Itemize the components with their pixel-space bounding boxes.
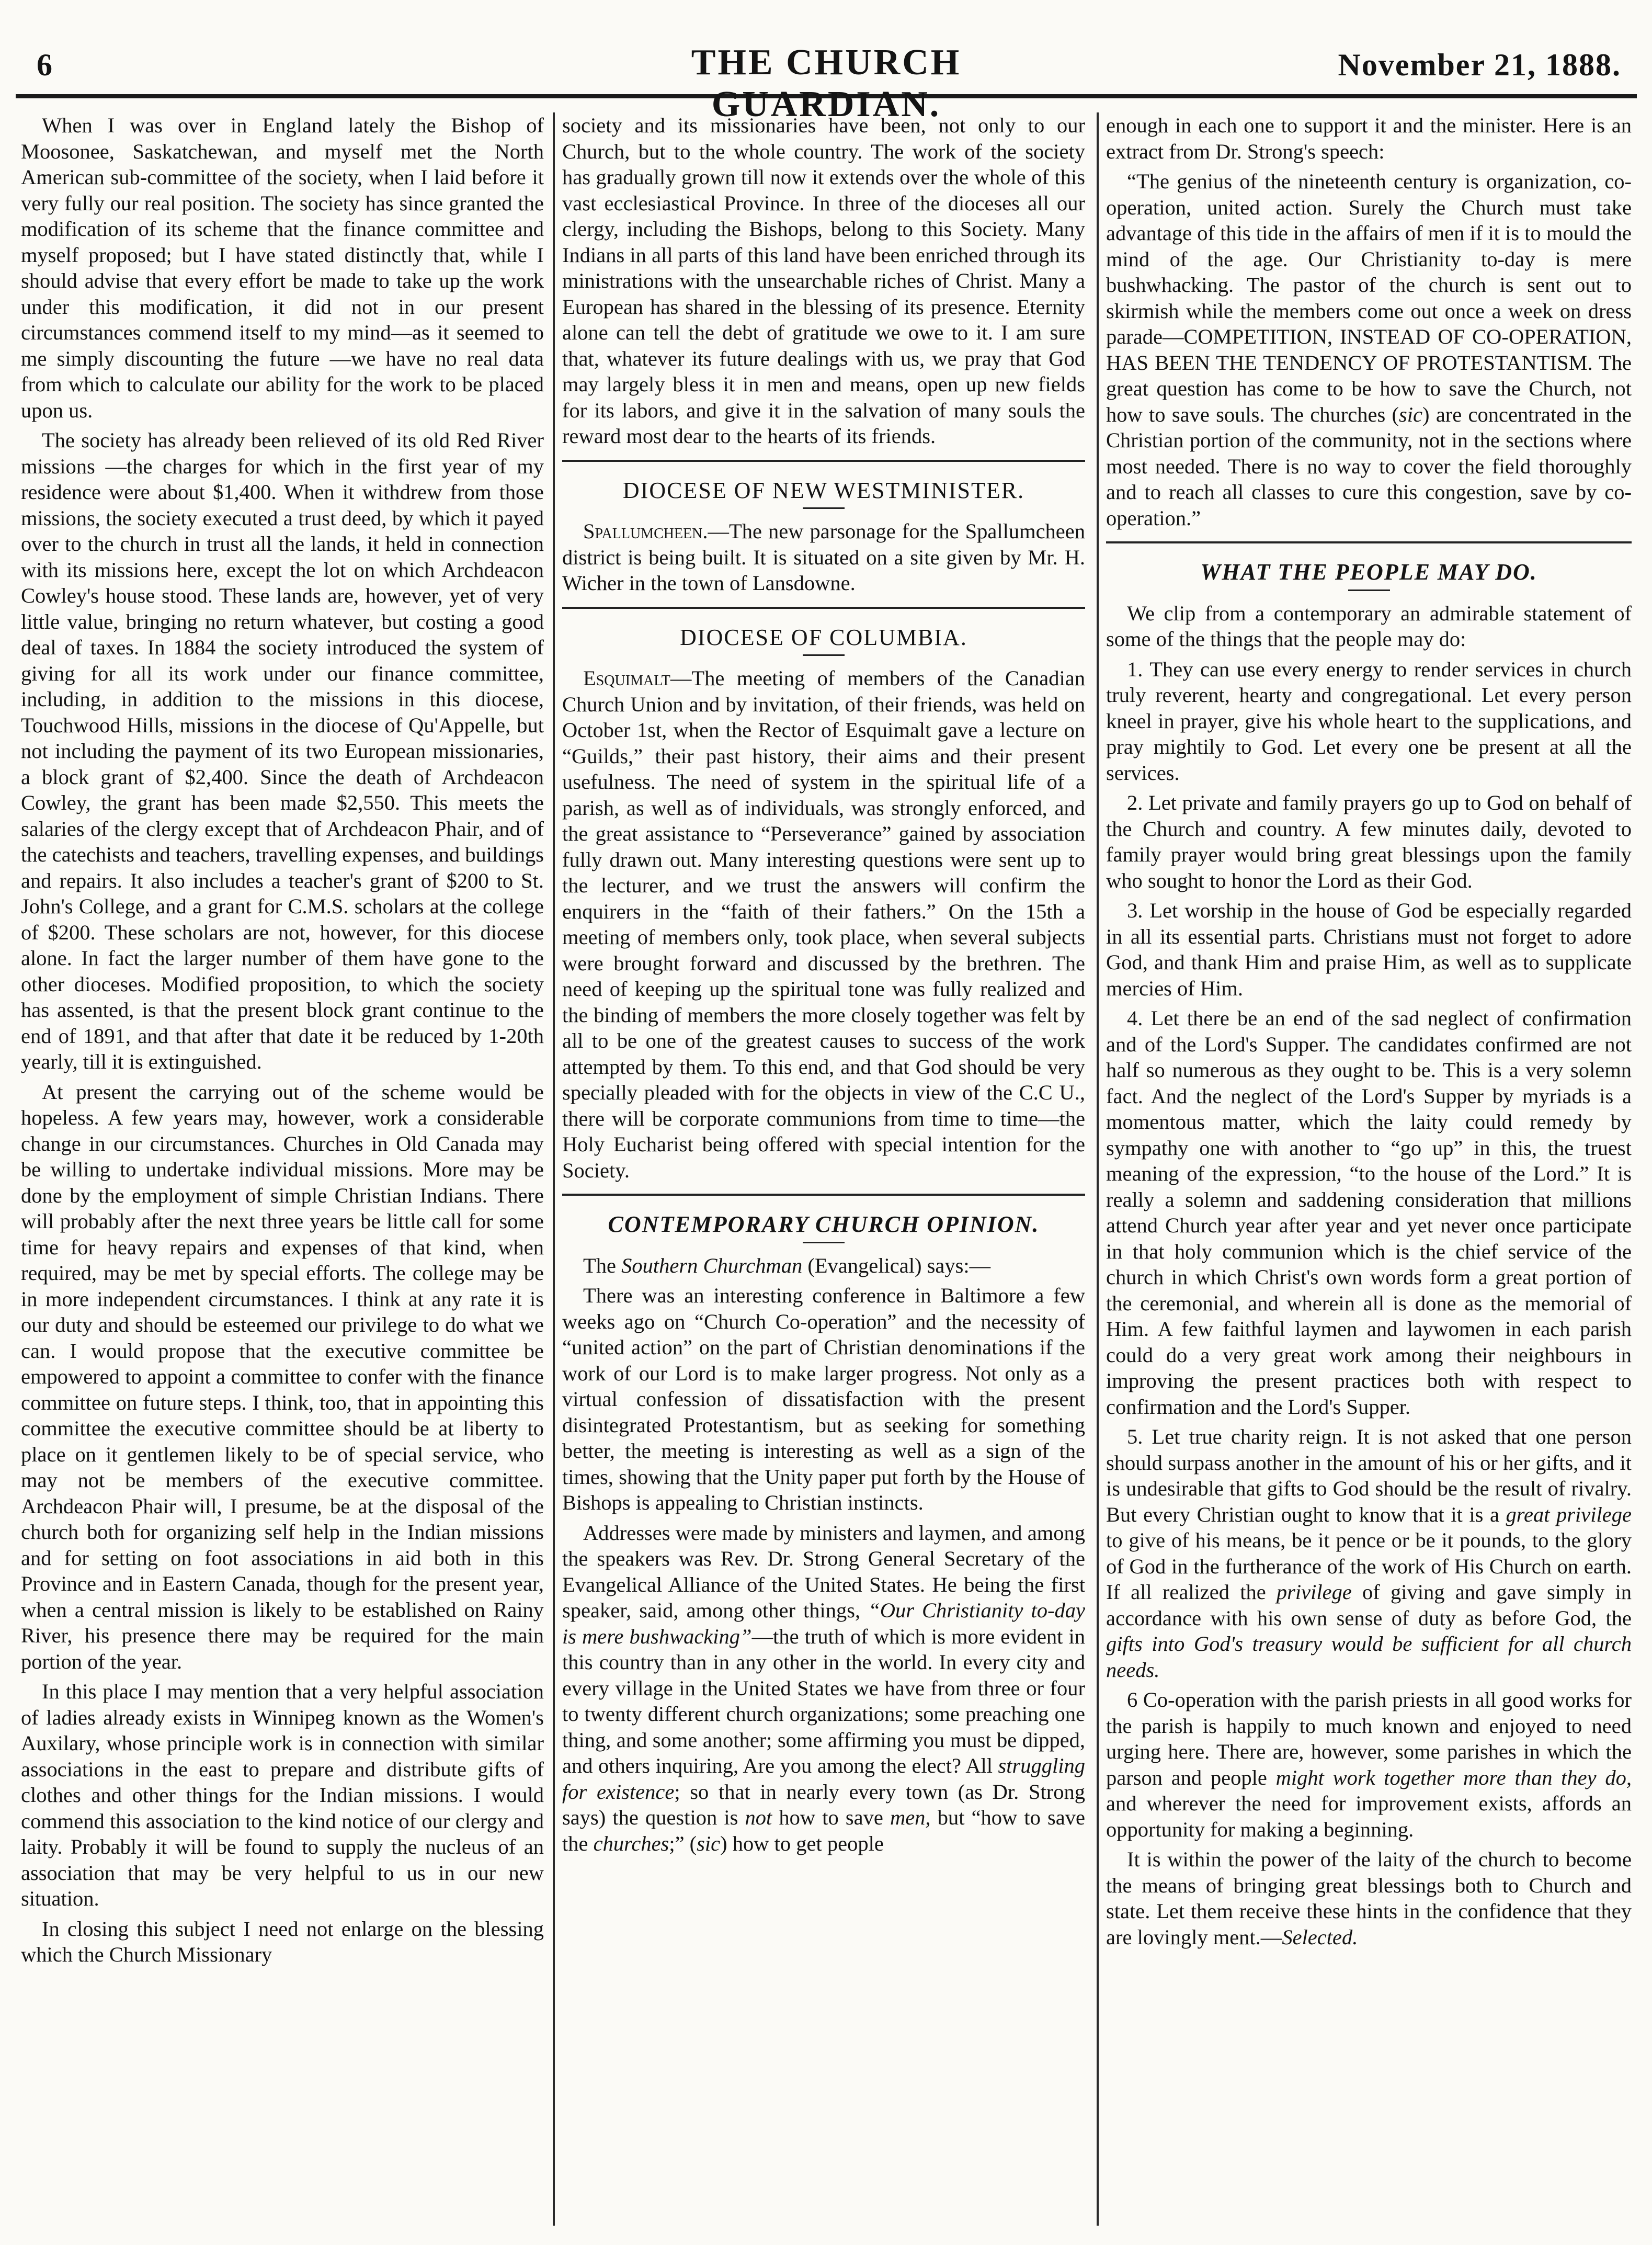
paragraph-text: The [583,1253,616,1277]
emphasis-text: might work together more than they do, [1275,1765,1632,1789]
paragraph-text: —the truth of which is more evident in this country than in any other in the world. In every city and every village in the United States we have from three or four to twenty different church organizations; some preaching one thing, and some another; some affirming you must be dipped, and others inquiring, Are you among the elect? All [562,1624,1085,1777]
emphasis-text: great privilege [1506,1502,1632,1526]
emphasis-text: “Our Christianity to-day is mere bushwacking” [562,1598,1085,1648]
article-paragraph: We clip from a contemporary an admirable statement of some of the things that the people may do: [1106,601,1632,651]
paragraph-text: —The new parsonage for the Spallumcheen district is being built. It is situated on a site given by Mr. H. Wicher in the town of Lansdowne. [562,519,1085,595]
masthead [16,16,1637,124]
article-paragraph [1106,168,1632,531]
caps-text: COMPETITION, INSTEAD OF CO-OPERATION, HAS BEEN THE TENDENCY OF PROTESTANTISM. [1106,325,1632,375]
publication-name: Southern Churchman [621,1253,803,1277]
paragraph-text: and wherever the need for improvement exists, affords an opportunity for making a beginning. [1106,1792,1632,1841]
paragraph-text: The great question has come to be how to save the Church, not how to save souls. The churches ( [1106,350,1632,426]
paragraph-text: ) are concentrated in the Christian portion of the community, not in the sections where most needed. There is no way to cover the field thoroughly and to reach all classes to cure this congestion, save by co-operation.” [1106,402,1632,530]
paragraph-text: —The meeting of members of the Canadian Church Union and by invitation, of their friends, was held on October 1st, when the Rector of Esquimalt gave a lecture on “Guilds,” their past history, their aims and their present usefulness. The need of system in the spiritual life of a parish, as well as of individuals, was strongly enforced, and the great assistance to “Perseverance” gained by association fully drawn out. Many interesting questions were sent up to the lecturer, and we trust the answers will confirm the enquirers in the “faith of their fathers.” On the 15th a meeting of members only, took place, when several subjects were brought forward and discussed by the brethren. The need of keeping up the spiritual tone was fully realized and the binding of members the more closely together was felt by all to be one of the greatest causes to success of the work attempted by them. To this end, and that God should be very specially pleaded with for the objects in view of the C.C U., there will be corporate communions from time to time—the Holy Eucharist being offered with special intention for the Society. [562,666,1085,1182]
article-paragraph: In this place I may mention that a very helpful association of ladies already exists in Winnipeg known as the Women's Auxilary, whose principle work is in connection with similar associations in the east to prepare and distribute gifts of clothes and other things for the Indian missions. I would commend this association to the kind notice of our clergy and laity. Probably it will be found to supply the nucleus of an association that may be very helpful to us in our new situation. [21,1680,544,1910]
article-paragraph [1106,1846,1632,1950]
heading-divider [803,654,845,656]
section-heading-church-opinion: CONTEMPORARY CHURCH OPINION. [608,1211,1040,1237]
emphasis-text: men, [890,1806,931,1829]
article-paragraph [1106,1424,1632,1683]
section-heading-columbia: DIOCESE OF COLUMBIA. [680,624,967,650]
column-rule-1 [553,112,555,2226]
column-2 [562,112,1085,2226]
article-paragraph: In closing this subject I need not enlarge on the blessing which the Church Missionary [21,1917,544,1966]
section-rule [562,460,1085,462]
newspaper-title: THE CHURCH GUARDIAN. [691,42,962,124]
article-paragraph [562,665,1085,1183]
article-paragraph: 4. Let there be an end of the sad neglect of confirmation and of the Lord's Supper. The candidates confirmed are not half so numerous as they ought to be. This is a very solemn fact. And the neglect of the Lord's Supper by myriads is a momentous matter, which the laity could remedy by sympathy one with another to “go up” in this, the truest meaning of the expression, “to the house of the Lord.” It is really a solemn and saddening consideration that millions attend Church year after year and yet never once participate in that holy communion which is the chief service of the church in which Christ's own words form a great portion of the ceremonial, and wherein all is done as the memorial of Him. A few faithful laymen and laywomen in each parish could do a very great work among their neighbours in improving the present practices both with respect to confirmation and the Lord's Supper. [1106,1006,1632,1419]
paragraph-text: ; so that in nearly every town (as Dr. Strong says) the question is [562,1779,1085,1829]
heading-divider [803,1242,845,1243]
paragraph-text: ;” ( [669,1831,697,1855]
emphasis-text: privilege [1276,1580,1352,1604]
article-paragraph [562,1520,1085,1857]
page-number: 6 [37,48,52,82]
section-heading-people-may-do: WHAT THE PEOPLE MAY DO. [1200,559,1537,585]
article-paragraph: 1. They can use every energy to render services in church truly reverent, hearty and congregational. Let every person kneel in prayer, give his whole heart to the supplications, and pray mightily to God. Let every one be present at all the services. [1106,657,1632,785]
paragraph-text: 6 Co-operation with the parish priests in all good works for the parish is happily to much known and enjoyed to need urging here. There are, however, some parishes in which the parson and people [1106,1688,1632,1789]
emphasis-text: gifts into God's treasury would be sufficient for all church needs. [1106,1632,1632,1682]
article-paragraph: At present the carrying out of the scheme would be hopeless. A few years may, however, work a considerable change in our circumstances. Churches in Old Canada may be willing to undertake individual missions. More may be done by the employment of simple Christian Indians. There will probably after the next three years be little call for some time for heavy repairs and expenses of that kind, when required, may be met by special efforts. The college may be in more independent circumstances. I think at any rate it is our duty and should be esteemed our privilege to do what we can. I would propose that the executive committee be empowered to appoint a committee to confer with the finance committee on future steps. I think, too, that in appointing this committee the executive committee should be at liberty to place on it gentlemen likely to be of special service, who may not be members of the executive committee. Archdeacon Phair will, I presume, be at the disposal of the church both for organizing self help in the Indian missions and for setting on foot associations in aid both in this Province and in Eastern Canada, though for the present year, when a central mission is likely to be established on Rainy River, his presence there may be required for the main portion of the year. [21,1080,544,1673]
article-paragraph: There was an interesting conference in Baltimore a few weeks ago on “Church Co-operation” and the necessity of “united action” on the part of Christian denominations if the work of our Lord is to make larger progress. Not only as a virtual confession of dissatisfaction with the present disintegrated Protestantism, but as seeking for something better, the meeting is interesting as well as a sign of the times, showing that the Unity paper put forth by the House of Bishops is appealing to Christian instincts. [562,1284,1085,1514]
emphasis-text: struggling for existence [562,1754,1085,1804]
section-heading-new-westminister: DIOCESE OF NEW WESTMINISTER. [622,477,1025,503]
place-lead: Spallumcheen. [583,519,708,543]
section-rule [1106,541,1632,543]
article-paragraph: The society has already been relieved of its old Red River missions —the charges for which in the first year of my residence were about $1,400. When it withdrew from those missions, the society executed a trust deed, by which it payed over to the church in trust all the lands, it held in connection with its missions here, except the lot on which Archdeacon Cowley's house stood. These lands are, however, yet of very little value, bringing no return whatever, but costing a good deal of taxes. In 1884 the society introduced the system of giving for all its work under our finance committee, including, in addition to the missions in this diocese, Touchwood Hills, missions in the diocese of Qu'Appelle, but not including the payment of its two European missionaries, a block grant of $2,400. Since the death of Archdeacon Cowley, the grant has been made $2,550. This meets the salaries of the clergy except that of Archdeacon Phair, and of the catechists and teachers, travelling expenses, and buildings and repairs. It also includes a teacher's grant of $200 to St. John's College, and a grant for C.M.S. scholars at the college of $200. These scholars are not, however, for this diocese alone. In fact the larger number of them have gone to the other dioceses. Modified proposition, to which the society has assented, is that the present block grant continue to the end of 1891, and that after that date it be reduced by 1-20th yearly, till it is extinguished. [21,428,544,1073]
article-paragraph: 2. Let private and family prayers go up to God on behalf of the Church and country. A few minutes daily, devoted to family prayer would bring great blessings upon the family who sought to honor the Lord as their God. [1106,791,1632,892]
article-paragraph: enough in each one to support it and the minister. Here is an extract from Dr. Strong's speech: [1106,114,1632,163]
paragraph-text: “The genius of the nineteenth century is organization, co-operation, united action. Surely the Church must take advantage of this tide in the affairs of men if it is to mould the mind of the age. Our Christianity to-day is mere bushwhacking. The pastor of the church is sent out to skirmish while the members come out once a week on dress parade— [1106,169,1632,348]
place-lead: Esquimalt [583,666,670,690]
section-rule [562,1194,1085,1196]
paragraph-text: Addresses were made by ministers and laymen, and among the speakers was Rev. Dr. Strong General Secretary of the Evangelical Alliance of the United States. He being the first speaker, said, among other things, [562,1521,1085,1622]
column-1 [21,112,544,2226]
article-paragraph [562,518,1085,596]
paragraph-text: of giving and gave simply in accordance with his own sense of duty as before God, the [1106,1580,1632,1630]
paragraph-text: ) how to get people [720,1831,884,1855]
paragraph-text: It is within the power of the laity of the church to become the means of bringing great blessings both to Church and state. Let them receive these hints in the confidence that they are lovingly ment.— [1106,1847,1632,1949]
issue-date: November 21, 1888. [1338,48,1621,82]
emphasis-text: Selected. [1282,1925,1358,1949]
emphasis-text: sic [1399,402,1423,426]
emphasis-text: sic [697,1831,721,1855]
column-3 [1106,112,1632,2226]
article-paragraph: When I was over in England lately the Bishop of Moosonee, Saskatchewan, and myself met the North American sub-committee of the society, when I laid before it very fully our real position. The society has since granted the modification of its scheme that the finance committee and myself proposed; but I have stated distinctly that, while I should advise that every effort be made to take up the work under this modification, it did not in our present circumstances commend itself to my mind—as it seemed to me simply discounting the future —we have no real data from which to calculate our ability for the work to be placed upon us. [21,114,544,422]
article-paragraph: society and its missionaries have been, not only to our Church, but to the whole country. The work of the society has gradually grown till now it extends over the whole of this vast ecclesiastical Province. In three of the dioceses all our clergy, including the Bishops, belong to this Society. Many Indians in all parts of this land have been enriched through its ministrations with the unsearchable riches of Christ. Many a European has shared in the blessing of its presence. Eternity alone can tell the debt of gratitude we owe to it. I am sure that, whatever its future dealings with us, we pray that God may largely bless it in men and means, open up new fields for its labors, and give it in the salvation of many souls the reward most dear to the hearts of its friends. [562,114,1085,448]
article-paragraph: 3. Let worship in the house of God be especially regarded in all its essential parts. Christians must not forget to adore God, and thank Him and praise Him, as well as to supplicate mercies of Him. [1106,899,1632,1000]
heading-divider [803,507,845,509]
paragraph-text: but “how to save the [562,1806,1085,1855]
paragraph-text: (Evangelical) says:— [807,1253,991,1277]
article-paragraph [562,1253,1085,1279]
column-rule-2 [1097,112,1099,2226]
emphasis-text: churches [593,1831,669,1855]
article-paragraph [1106,1687,1632,1842]
paragraph-text: how to save [779,1806,883,1829]
emphasis-text: not [745,1806,772,1829]
paragraph-text: to give of his means, be it pence or be it pounds, to the glory of God in the furtherance of the work of His Church on earth. If all realized the [1106,1528,1632,1604]
paragraph-text: 5. Let true charity reign. It is not asked that one person should surpass another in the amount of his or her gifts, and it is undesirable that gifts to God should be the result of rivalry. But every Christian ought to know that it is a [1106,1425,1632,1526]
heading-divider [1348,589,1390,591]
section-rule [562,607,1085,609]
